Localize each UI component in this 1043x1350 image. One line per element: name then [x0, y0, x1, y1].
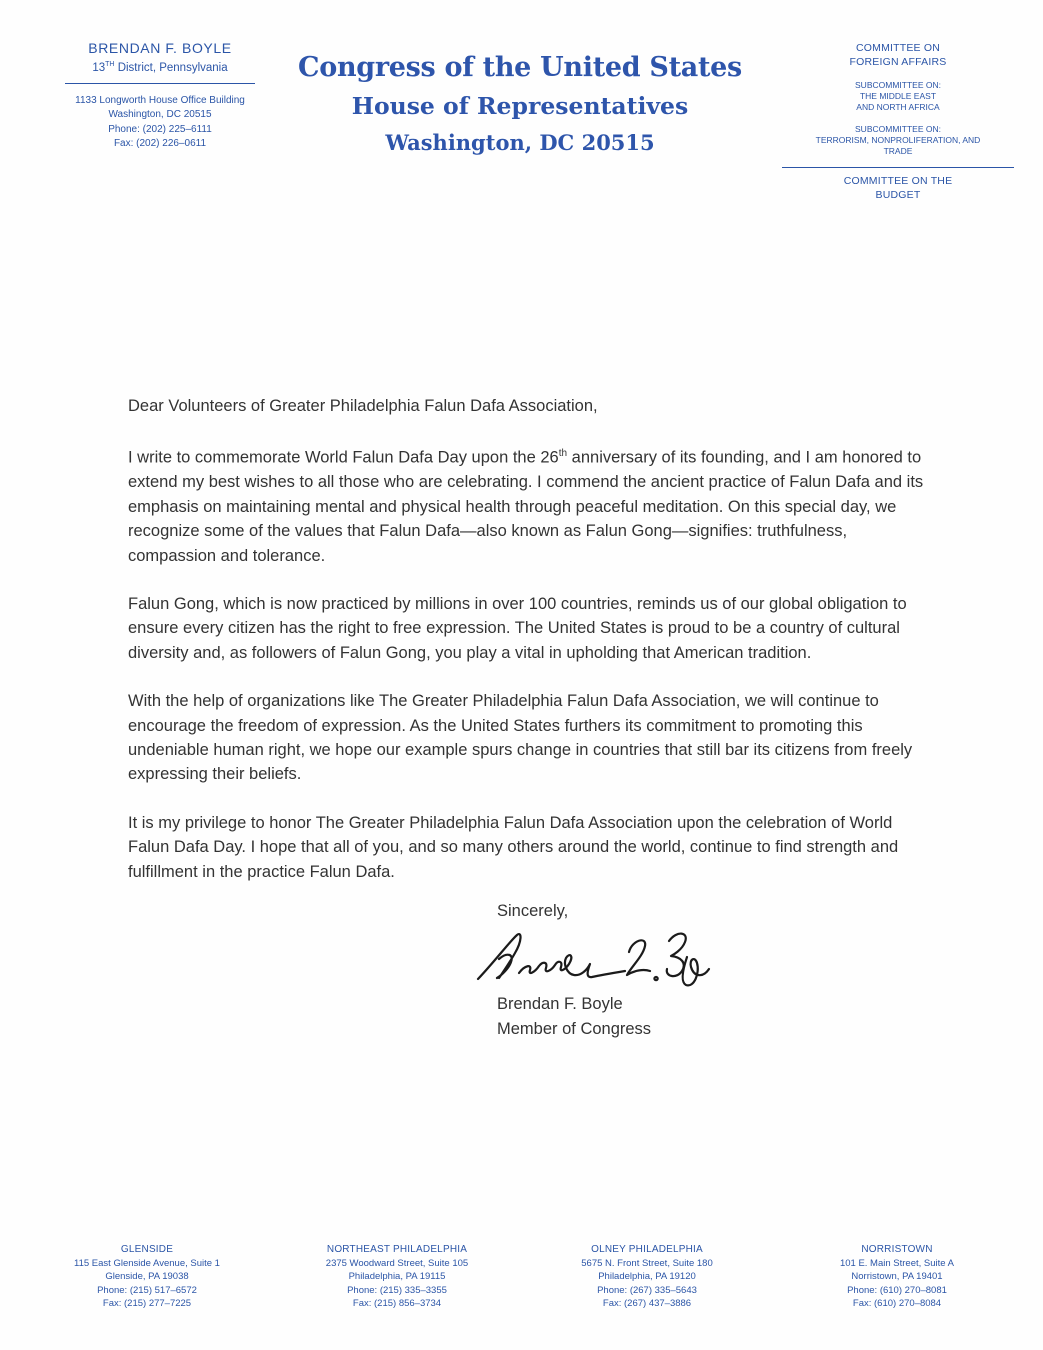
committee-foreign-affairs-line: COMMITTEE ON — [855, 42, 941, 54]
paragraph-2: Falun Gong, which is now practiced by millions in over 100 countries, reminds us of our global obligation to ensure every citizen has the right to free expression. The United States is proud to be a country of cultural diversity and, as followers of Falun Gong, you play a vital in upholding that American tradition. — [128, 594, 907, 662]
office-fax-line: Fax: (215) 856–3734 — [352, 1298, 442, 1309]
subcommittee-middle-east-line: AND NORTH AFRICA — [856, 102, 940, 112]
masthead-line-house: House of Representatives — [351, 92, 689, 120]
member-address-line: 1133 Longworth House Office Building — [75, 94, 245, 106]
office-address-line: 2375 Woodward Street, Suite 105 — [325, 1257, 469, 1269]
subcommittee-terrorism-line: TERRORISM, NONPROLIFERATION, AND — [815, 135, 981, 145]
masthead-line-congress: Congress of the United States — [298, 52, 742, 83]
closing-salutation: Sincerely, — [497, 902, 569, 920]
office-norristown — [772, 1243, 1022, 1311]
committee-foreign-affairs-line: FOREIGN AFFAIRS — [849, 55, 947, 68]
anniversary-ordinal-superscript: th — [558, 448, 568, 460]
paragraph-4: It is my privilege to honor The Greater Philadelphia Falun Dafa Association upon the celebration of World Falun Dafa Day. I hope that all of you, and so many others around the world, continue to find strength and fulfillment in the practice Falun Dafa. — [128, 813, 899, 881]
office-name: GLENSIDE — [120, 1244, 174, 1255]
office-name: OLNEY PHILADELPHIA — [591, 1244, 703, 1255]
office-glenside — [22, 1243, 272, 1311]
member-name: BRENDAN F. BOYLE — [88, 40, 232, 56]
district-ordinal-superscript: TH — [105, 61, 115, 68]
member-district: 13TH District, Pennsylvania — [92, 61, 228, 74]
congress-masthead — [298, 52, 742, 155]
member-address-line: Fax: (202) 226–0611 — [113, 138, 207, 150]
office-olney-philadelphia — [522, 1243, 772, 1311]
office-fax-line: Fax: (215) 277–7225 — [102, 1298, 192, 1309]
member-address-line: Phone: (202) 225–6111 — [108, 123, 212, 135]
signature — [475, 928, 711, 990]
office-address-line: Philadelphia, PA 19120 — [598, 1271, 696, 1282]
office-address-line: 115 East Glenside Avenue, Suite 1 — [74, 1257, 220, 1269]
salutation: Dear Volunteers of Greater Philadelphia Falun Dafa Association, — [128, 397, 598, 415]
office-fax-line: Fax: (610) 270–8084 — [852, 1298, 942, 1309]
member-divider-rule — [65, 83, 255, 84]
paragraph-1: I write to commemorate World Falun Dafa Day upon the 26th anniversary of its founding, and I am honored to extend my best wishes to all those who are celebrating. I commend the ancient practice of Falun Dafa and its emphasis on maintaining mental and physical health through peaceful meditation. On this special day, we recognize some of the values that Falun Dafa—also known as Falun Gong—signifies: truthfulness, compassion and tolerance. — [128, 448, 924, 565]
subcommittee-terrorism-line: TRADE — [883, 146, 913, 156]
subcommittee-label: SUBCOMMITTEE ON: — [855, 124, 941, 134]
office-phone-line: Phone: (215) 517–6572 — [97, 1284, 197, 1296]
committee-budget-line: BUDGET — [875, 188, 921, 201]
office-name: NORTHEAST PHILADELPHIA — [326, 1244, 468, 1255]
office-name: NORRISTOWN — [861, 1244, 933, 1255]
committee-budget-line: COMMITTEE ON THE — [843, 175, 953, 187]
office-phone-line: Phone: (267) 335–5643 — [597, 1284, 697, 1296]
member-address — [28, 94, 292, 152]
subcommittee-label: SUBCOMMITTEE ON: — [855, 80, 941, 90]
subcommittee-middle-east-line: THE MIDDLE EAST — [859, 91, 937, 101]
masthead-line-washington: Washington, DC 20515 — [385, 130, 655, 155]
letterhead-member-block — [28, 40, 292, 152]
office-phone-line: Phone: (215) 335–3355 — [347, 1284, 447, 1296]
office-address-line: Glenside, PA 19038 — [105, 1271, 189, 1282]
office-address-line: Philadelphia, PA 19115 — [348, 1271, 446, 1282]
office-address-line: 5675 N. Front Street, Suite 180 — [581, 1257, 713, 1269]
committees-block — [772, 42, 1024, 202]
letter-body — [128, 394, 926, 908]
signer-name: Brendan F. Boyle — [497, 995, 623, 1013]
district-offices-footer — [22, 1243, 1022, 1311]
closing-block — [497, 899, 711, 1042]
office-address-line: Norristown, PA 19401 — [851, 1271, 943, 1282]
paragraph-3: With the help of organizations like The Greater Philadelphia Falun Dafa Association, we will continue to encourage the freedom of expression. As the United States furthers its commitment to promoting this undeniable human right, we hope our example spurs change in countries that still bar its citizens from freely expressing their beliefs. — [128, 692, 913, 784]
office-northeast-philadelphia — [272, 1243, 522, 1311]
office-phone-line: Phone: (610) 270–8081 — [847, 1284, 947, 1296]
committees-divider-rule — [782, 167, 1014, 168]
office-address-line: 101 E. Main Street, Suite A — [839, 1257, 955, 1269]
signer-title: Member of Congress — [497, 1020, 652, 1038]
office-fax-line: Fax: (267) 437–3886 — [602, 1298, 692, 1309]
member-address-line: Washington, DC 20515 — [108, 109, 212, 121]
